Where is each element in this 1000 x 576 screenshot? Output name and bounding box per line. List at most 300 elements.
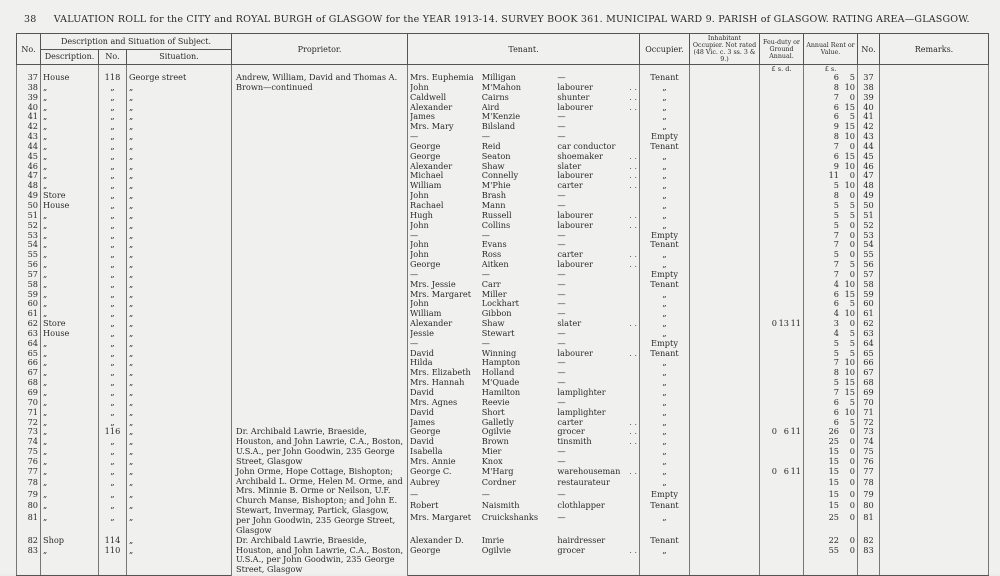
- row-no-right: 39: [858, 93, 880, 103]
- tenant-cell: [408, 93, 640, 103]
- situation-cell: „: [127, 231, 232, 241]
- street-no-cell: [99, 555, 127, 565]
- tenant-surname: Cruickshanks: [481, 512, 539, 522]
- feu-cell: [760, 447, 804, 457]
- inhabitant-cell: [690, 478, 760, 489]
- street-no-cell: „: [99, 457, 127, 467]
- tenant-dots: [623, 191, 637, 201]
- street-no-cell: „: [99, 388, 127, 398]
- occupier-cell: „: [640, 546, 690, 556]
- tenant-forename: William: [410, 181, 442, 191]
- occupier-cell: „: [640, 211, 690, 221]
- tenant-dots: . .: [629, 82, 637, 92]
- rent-shillings: 0: [849, 466, 855, 476]
- feu-cell: [760, 142, 804, 152]
- occupier-cell: „: [640, 408, 690, 418]
- valuation-table: [16, 33, 989, 576]
- street-no-cell: „: [99, 299, 127, 309]
- feu-cell: [760, 162, 804, 172]
- street-no-cell: „: [99, 240, 127, 250]
- inhabitant-cell: [690, 181, 760, 191]
- tenant-cell: [408, 231, 640, 241]
- feu-cell: [760, 408, 804, 418]
- row-no: 53: [17, 231, 41, 241]
- rent-cell: [804, 490, 858, 501]
- units-row: [17, 65, 989, 74]
- feu-value: 6: [783, 427, 789, 437]
- inhabitant-cell: [690, 378, 760, 388]
- occupier-cell: „: [640, 171, 690, 181]
- occupier-cell: „: [640, 191, 690, 201]
- row-no: 62: [17, 319, 41, 329]
- rent-pounds: 9: [833, 161, 839, 171]
- remarks-cell: [880, 524, 989, 535]
- tenant-surname: Connelly: [481, 171, 519, 181]
- row-no: 54: [17, 240, 41, 250]
- tenant-surname: Winning: [481, 348, 517, 358]
- occupier-cell: „: [640, 467, 690, 478]
- tenant-occupation: —: [557, 269, 566, 279]
- description-cell: „: [41, 408, 99, 418]
- feu-value: 0: [771, 427, 777, 437]
- street-no-cell: „: [99, 349, 127, 359]
- page-title: VALUATION ROLL for the CITY and ROYAL BURGH of GLASGOW for the YEAR 1913-14. SURVEY BOOK 361. MUNICIPAL WARD 9. PARISH of GLASGOW. RATING AREA—GLASGOW.: [53, 14, 970, 25]
- feu-value: 6: [783, 466, 789, 476]
- rent-shillings: 10: [844, 368, 855, 378]
- rent-cell: [804, 418, 858, 428]
- rent-shillings: 10: [844, 82, 855, 92]
- occupier-cell: „: [640, 329, 690, 339]
- description-cell: House: [41, 73, 99, 83]
- rent-shillings: 0: [849, 501, 855, 511]
- table-row: [17, 501, 989, 512]
- feu-cell: [760, 368, 804, 378]
- table-row: [17, 555, 989, 565]
- rent-pounds: 15: [828, 478, 839, 488]
- table-row: [17, 299, 989, 309]
- row-no-right: 52: [858, 221, 880, 231]
- street-no-cell: „: [99, 408, 127, 418]
- tenant-forename: —: [410, 338, 419, 348]
- inhabitant-cell: [690, 513, 760, 524]
- occupier-cell: „: [640, 418, 690, 428]
- tenant-dots: [623, 513, 637, 523]
- tenant-dots: [623, 309, 637, 319]
- row-no: 72: [17, 418, 41, 428]
- col-header-proprietor: Proprietor.: [232, 34, 408, 65]
- tenant-dots: [623, 490, 637, 500]
- rent-cell: [804, 191, 858, 201]
- situation-cell: „: [127, 358, 232, 368]
- occupier-cell: Empty: [640, 339, 690, 349]
- rent-shillings: 15: [844, 378, 855, 388]
- tenant-forename: Robert: [410, 501, 439, 511]
- remarks-cell: [880, 152, 989, 162]
- situation-cell: „: [127, 299, 232, 309]
- occupier-cell: Tenant: [640, 73, 690, 83]
- situation-cell: [127, 555, 232, 565]
- description-cell: Store: [41, 319, 99, 329]
- tenant-occupation: —: [557, 191, 566, 201]
- inhabitant-cell: [690, 122, 760, 132]
- situation-cell: „: [127, 83, 232, 93]
- rent-pounds: 5: [833, 348, 839, 358]
- row-no-right: 61: [858, 309, 880, 319]
- table-row: [17, 447, 989, 457]
- tenant-occupation: warehouseman: [557, 466, 621, 476]
- row-no-right: 53: [858, 231, 880, 241]
- inhabitant-cell: [690, 171, 760, 181]
- tenant-surname: Aitken: [481, 260, 509, 270]
- situation-cell: „: [127, 329, 232, 339]
- situation-cell: „: [127, 171, 232, 181]
- row-no-right: 56: [858, 260, 880, 270]
- table-row: [17, 270, 989, 280]
- rent-shillings: 5: [849, 417, 855, 427]
- occupier-cell: Empty: [640, 490, 690, 501]
- remarks-cell: [880, 536, 989, 546]
- remarks-cell: [880, 329, 989, 339]
- row-no-right: 68: [858, 378, 880, 388]
- street-no-cell: „: [99, 260, 127, 270]
- rent-shillings: 0: [849, 489, 855, 499]
- occupier-cell: „: [640, 250, 690, 260]
- description-cell: „: [41, 299, 99, 309]
- tenant-surname: Mier: [481, 447, 502, 457]
- tenant-cell: [408, 221, 640, 231]
- street-no-cell: „: [99, 378, 127, 388]
- tenant-cell: [408, 152, 640, 162]
- rent-cell: [804, 132, 858, 142]
- rent-pounds: 5: [833, 220, 839, 230]
- situation-cell: „: [127, 467, 232, 478]
- feu-cell: [760, 555, 804, 565]
- tenant-dots: [623, 112, 637, 122]
- rent-pounds: 26: [828, 427, 839, 437]
- street-no-cell: „: [99, 490, 127, 501]
- street-no-cell: „: [99, 112, 127, 122]
- tenant-dots: [623, 280, 637, 290]
- feu-value: 11: [790, 466, 801, 476]
- street-no-cell: „: [99, 122, 127, 132]
- feu-cell: [760, 478, 804, 489]
- inhabitant-cell: [690, 152, 760, 162]
- description-cell: „: [41, 112, 99, 122]
- tenant-cell: [408, 162, 640, 172]
- rent-cell: [804, 349, 858, 359]
- description-cell: „: [41, 221, 99, 231]
- inhabitant-cell: [690, 339, 760, 349]
- description-cell: „: [41, 171, 99, 181]
- rent-cell: [804, 536, 858, 546]
- inhabitant-cell: [690, 211, 760, 221]
- situation-cell: „: [127, 270, 232, 280]
- rent-cell: [804, 162, 858, 172]
- occupier-cell: Tenant: [640, 240, 690, 250]
- tenant-cell: [408, 490, 640, 501]
- tenant-cell: [408, 83, 640, 93]
- description-cell: „: [41, 478, 99, 489]
- inhabitant-cell: [690, 162, 760, 172]
- tenant-dots: [623, 378, 637, 388]
- description-cell: „: [41, 447, 99, 457]
- table-row: [17, 191, 989, 201]
- rent-cell: [804, 260, 858, 270]
- row-no-right: 71: [858, 408, 880, 418]
- table-row: [17, 368, 989, 378]
- tenant-cell: [408, 358, 640, 368]
- tenant-surname: Ross: [481, 250, 502, 260]
- tenant-surname: M'Harg: [481, 466, 514, 476]
- tenant-cell: [408, 555, 640, 565]
- tenant-cell: [408, 427, 640, 437]
- row-no-right: 42: [858, 122, 880, 132]
- inhabitant-cell: [690, 142, 760, 152]
- rent-shillings: 0: [849, 545, 855, 555]
- tenant-occupation: —: [557, 447, 566, 457]
- rent-shillings: 0: [849, 250, 855, 260]
- row-no: 68: [17, 378, 41, 388]
- tenant-forename: Alexander: [410, 102, 453, 112]
- tenant-surname: —: [481, 489, 490, 499]
- tenant-surname: Reevie: [481, 397, 510, 407]
- street-no-cell: „: [99, 339, 127, 349]
- description-cell: „: [41, 339, 99, 349]
- row-no: 37: [17, 73, 41, 83]
- tenant-dots: [623, 398, 637, 408]
- street-no-cell: „: [99, 501, 127, 512]
- feu-units: £ s. d.: [760, 65, 804, 74]
- tenant-occupation: shoemaker: [557, 151, 603, 161]
- tenant-forename: George: [410, 427, 441, 437]
- inhabitant-cell: [690, 191, 760, 201]
- tenant-dots: [623, 478, 637, 488]
- tenant-occupation: hairdresser: [557, 535, 606, 545]
- table-row: [17, 112, 989, 122]
- description-cell: „: [41, 260, 99, 270]
- tenant-cell: [408, 103, 640, 113]
- tenant-surname: Bilsland: [481, 122, 516, 132]
- feu-cell: [760, 181, 804, 191]
- tenant-occupation: labourer: [557, 102, 593, 112]
- table-row: [17, 83, 989, 93]
- remarks-cell: [880, 290, 989, 300]
- occupier-cell: „: [640, 201, 690, 211]
- inhabitant-cell: [690, 546, 760, 556]
- inhabitant-cell: [690, 368, 760, 378]
- tenant-surname: —: [481, 269, 490, 279]
- rent-pounds: 22: [828, 535, 839, 545]
- tenant-cell: [408, 467, 640, 478]
- tenant-surname: Holland: [481, 368, 515, 378]
- description-cell: „: [41, 309, 99, 319]
- feu-cell: [760, 250, 804, 260]
- tenant-dots: . .: [629, 161, 637, 171]
- table-row: [17, 152, 989, 162]
- table-row: [17, 132, 989, 142]
- inhabitant-cell: [690, 536, 760, 546]
- tenant-surname: M'Mahon: [481, 82, 522, 92]
- remarks-cell: [880, 546, 989, 556]
- tenant-dots: [623, 447, 637, 457]
- rent-cell: [804, 368, 858, 378]
- tenant-occupation: car conductor: [557, 141, 616, 151]
- row-no-right: 40: [858, 103, 880, 113]
- tenant-dots: [623, 388, 637, 398]
- tenant-surname: Evans: [481, 240, 507, 250]
- inhabitant-cell: [690, 73, 760, 83]
- feu-cell: [760, 388, 804, 398]
- street-no-cell: „: [99, 191, 127, 201]
- tenant-forename: James: [410, 112, 435, 122]
- situation-cell: „: [127, 388, 232, 398]
- feu-cell: [760, 152, 804, 162]
- table-row: [17, 309, 989, 319]
- occupier-cell: [640, 524, 690, 535]
- table-row: [17, 358, 989, 368]
- rent-shillings: 10: [844, 407, 855, 417]
- feu-cell: [760, 231, 804, 241]
- remarks-cell: [880, 319, 989, 329]
- situation-cell: „: [127, 546, 232, 556]
- situation-cell: „: [127, 93, 232, 103]
- rent-pounds: 6: [833, 151, 839, 161]
- tenant-occupation: restaurateur: [557, 478, 610, 488]
- rent-pounds: 4: [833, 309, 839, 319]
- description-cell: „: [41, 467, 99, 478]
- row-no: 61: [17, 309, 41, 319]
- tenant-forename: Michael: [410, 171, 444, 181]
- row-no-right: 57: [858, 270, 880, 280]
- feu-value: 11: [790, 427, 801, 437]
- remarks-cell: [880, 398, 989, 408]
- rent-cell: [804, 358, 858, 368]
- feu-cell: [760, 358, 804, 368]
- remarks-cell: [880, 447, 989, 457]
- inhabitant-cell: [690, 467, 760, 478]
- tenant-surname: Seaton: [481, 151, 511, 161]
- table-row: [17, 513, 989, 524]
- tenant-surname: Stewart: [481, 328, 515, 338]
- table-body: [17, 65, 989, 576]
- rent-cell: [804, 299, 858, 309]
- occupier-cell: „: [640, 162, 690, 172]
- tenant-forename: John: [410, 250, 429, 260]
- situation-cell: „: [127, 368, 232, 378]
- street-no-cell: „: [99, 418, 127, 428]
- proprietor-cell: Andrew, William, David and Thomas A. Brown—continued: [232, 73, 408, 427]
- rent-pounds: 55: [828, 545, 839, 555]
- tenant-forename: David: [410, 437, 434, 447]
- col-header-remarks: Remarks.: [880, 34, 989, 65]
- remarks-cell: [880, 122, 989, 132]
- row-no: 70: [17, 398, 41, 408]
- tenant-dots: [623, 132, 637, 142]
- row-no-right: 50: [858, 201, 880, 211]
- tenant-cell: [408, 290, 640, 300]
- occupier-cell: Tenant: [640, 501, 690, 512]
- rent-pounds: 15: [828, 489, 839, 499]
- tenant-surname: Hampton: [481, 358, 521, 368]
- tenant-dots: . .: [629, 427, 637, 437]
- tenant-surname: Short: [481, 407, 505, 417]
- occupier-cell: „: [640, 368, 690, 378]
- situation-cell: „: [127, 501, 232, 512]
- row-no: 57: [17, 270, 41, 280]
- remarks-cell: [880, 358, 989, 368]
- tenant-cell: [408, 349, 640, 359]
- tenant-cell: [408, 211, 640, 221]
- row-no: 59: [17, 290, 41, 300]
- tenant-surname: Cordner: [481, 478, 517, 488]
- tenant-cell: [408, 250, 640, 260]
- row-no-right: 73: [858, 427, 880, 437]
- rent-pounds: 6: [833, 112, 839, 122]
- inhabitant-cell: [690, 349, 760, 359]
- inhabitant-cell: [690, 319, 760, 329]
- occupier-cell: „: [640, 378, 690, 388]
- rent-cell: [804, 378, 858, 388]
- row-no: 40: [17, 103, 41, 113]
- street-no-cell: „: [99, 329, 127, 339]
- feu-cell: [760, 546, 804, 556]
- feu-cell: [760, 457, 804, 467]
- col-header-desc-group: Description and Situation of Subject.: [41, 34, 232, 50]
- remarks-cell: [880, 221, 989, 231]
- tenant-surname: Hamilton: [481, 388, 521, 397]
- street-no-cell: 114: [99, 536, 127, 546]
- situation-cell: [127, 524, 232, 535]
- row-no: 65: [17, 349, 41, 359]
- rent-pounds: 7: [833, 260, 839, 270]
- feu-cell: [760, 339, 804, 349]
- situation-cell: „: [127, 112, 232, 122]
- feu-cell: [760, 290, 804, 300]
- description-cell: „: [41, 240, 99, 250]
- street-no-cell: „: [99, 478, 127, 489]
- table-row: [17, 536, 989, 546]
- tenant-dots: [623, 408, 637, 418]
- occupier-cell: „: [640, 181, 690, 191]
- table-row: [17, 171, 989, 181]
- situation-cell: „: [127, 339, 232, 349]
- description-cell: Store: [41, 191, 99, 201]
- row-no-right: 43: [858, 132, 880, 142]
- rent-cell: [804, 339, 858, 349]
- remarks-cell: [880, 73, 989, 83]
- tenant-cell: [408, 546, 640, 556]
- occupier-cell: „: [640, 398, 690, 408]
- tenant-dots: [623, 536, 637, 546]
- tenant-cell: [408, 339, 640, 349]
- table-row: [17, 231, 989, 241]
- table-row: [17, 211, 989, 221]
- inhabitant-cell: [690, 437, 760, 447]
- situation-cell: „: [127, 478, 232, 489]
- description-cell: „: [41, 398, 99, 408]
- remarks-cell: [880, 437, 989, 447]
- rent-cell: [804, 270, 858, 280]
- inhabitant-cell: [690, 280, 760, 290]
- situation-cell: „: [127, 349, 232, 359]
- row-no-right: 80: [858, 501, 880, 512]
- feu-cell: [760, 378, 804, 388]
- tenant-surname: M'Quade: [481, 378, 520, 388]
- tenant-occupation: shunter: [557, 92, 590, 102]
- tenant-surname: Ogilvie: [481, 545, 511, 555]
- tenant-dots: . .: [629, 437, 637, 447]
- tenant-dots: . .: [629, 260, 637, 270]
